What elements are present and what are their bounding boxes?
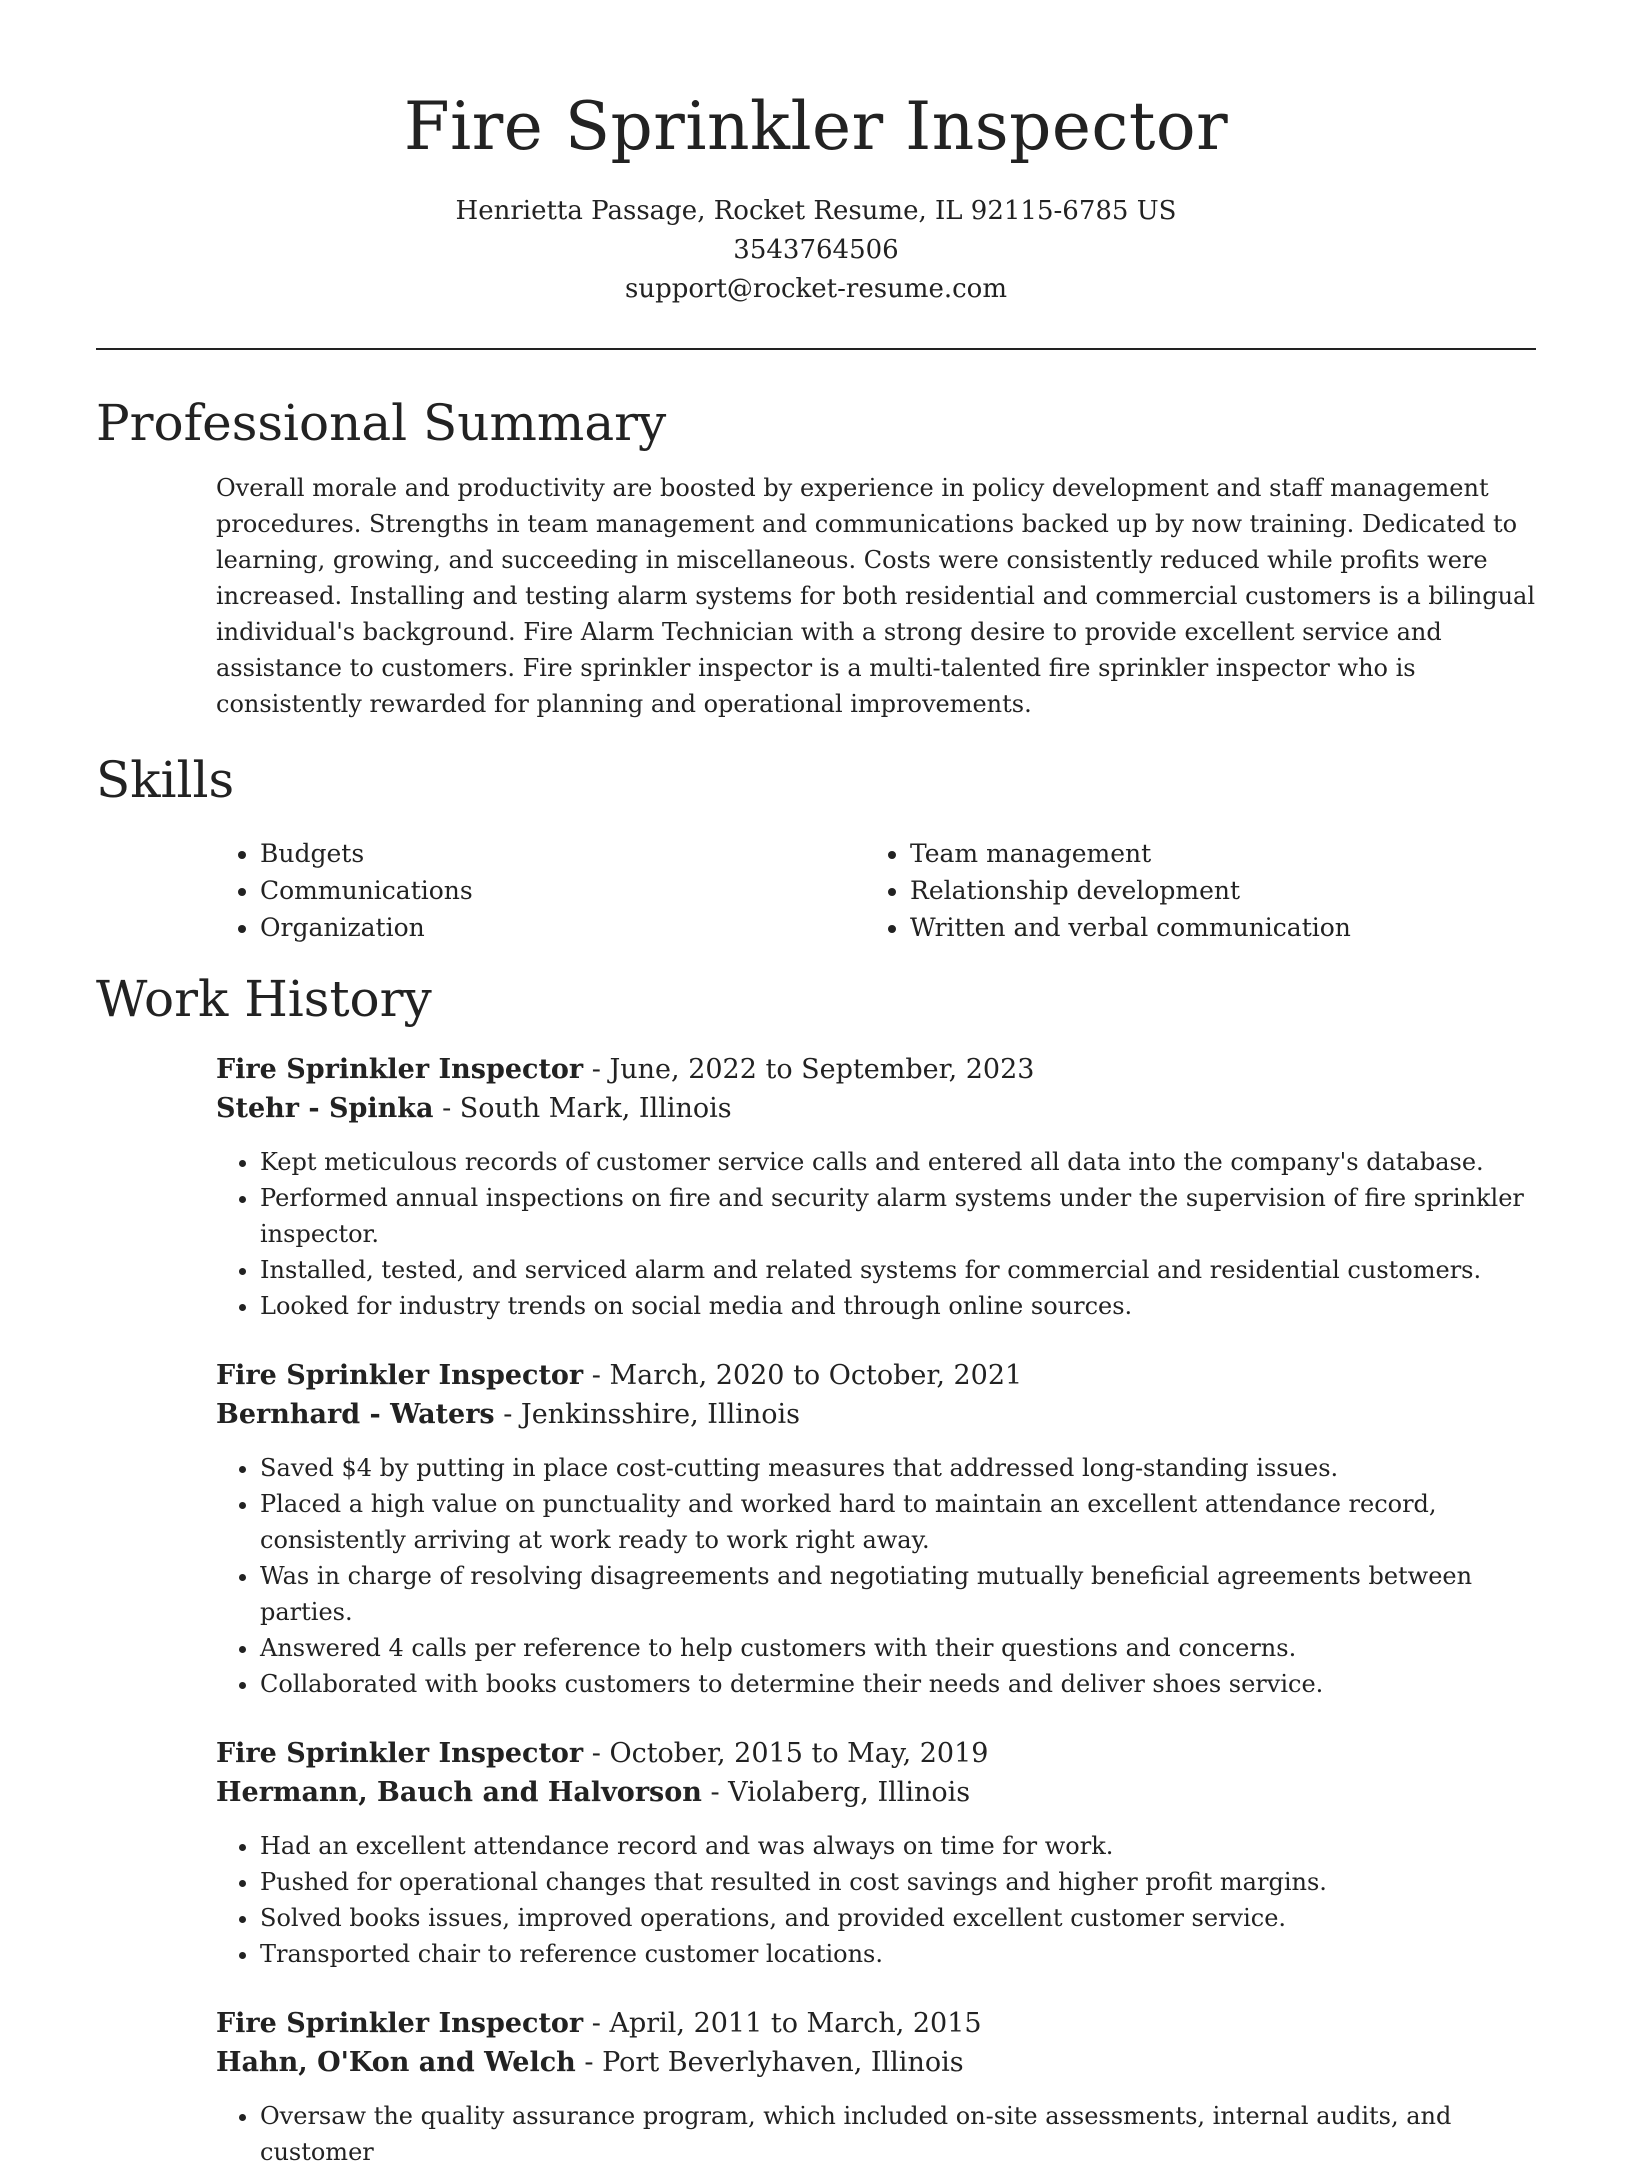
- job-company: Hermann, Bauch and Halvorson: [216, 1777, 702, 1808]
- job-bullet: • Placed a high value on punctuality and worked hard to maintain an excellent attendance record, consistently arriving at work ready to work right away.: [260, 1486, 1536, 1558]
- summary-paragraph: Overall morale and productivity are boosted by experience in policy development and staff management procedures. Strengths in team management and communications backed up by now training. Dedicated to learning, growing, and succeeding in miscellaneous. Costs were consistently reduced while profits were increased. Installing and testing alarm systems for both residential and commercial customers is a bilingual individual's background. Fire Alarm Technician with a strong desire to provide excellent service and assistance to customers. Fire sprinkler inspector is a multi-talented fire sprinkler inspector who is consistently rewarded for planning and operational improvements.: [216, 474, 1536, 718]
- job-title-line: [216, 1356, 1536, 1395]
- skill-item: • Written and verbal communication: [910, 909, 1516, 946]
- resume-header: [96, 0, 1536, 309]
- header-divider: [96, 348, 1536, 350]
- job-bullet: • Answered 4 calls per reference to help customers with their questions and concerns.: [260, 1630, 1536, 1666]
- skills-column-right: [866, 835, 1516, 946]
- job-bullet-list: [216, 1144, 1536, 1324]
- address-text: Henrietta Passage, Rocket Resume, IL 92115-6785 US: [455, 196, 1177, 226]
- job-location: - Violaberg, Illinois: [701, 1777, 971, 1808]
- job-location: - Jenkinsshire, Illinois: [494, 1399, 800, 1430]
- job-bullet: • Oversaw the quality assurance program, which included on-site assessments, internal audits, and customer: [260, 2098, 1536, 2170]
- job-bullet: • Installed, tested, and serviced alarm and related systems for commercial and residential customers.: [260, 1252, 1536, 1288]
- job-entry: [216, 1050, 1536, 1324]
- job-company: Hahn, O'Kon and Welch: [216, 2047, 576, 2078]
- job-role: Fire Sprinkler Inspector: [216, 1738, 584, 1769]
- job-title-line: [216, 2004, 1536, 2043]
- work-history-heading: Work History: [96, 970, 432, 1028]
- job-bullet-list: [216, 1828, 1536, 1972]
- job-dates: - April, 2011 to March, 2015: [583, 2008, 982, 2039]
- job-dates: - June, 2022 to September, 2023: [583, 1054, 1035, 1085]
- skills-column-left: [216, 835, 866, 946]
- job-entry: [216, 2004, 1536, 2170]
- summary-heading: Professional Summary: [96, 394, 667, 452]
- job-entry: [216, 1734, 1536, 1972]
- job-bullet: • Pushed for operational changes that resulted in cost savings and higher profit margins.: [260, 1864, 1536, 1900]
- job-dates: - October, 2015 to May, 2019: [583, 1738, 989, 1769]
- email-text: support@rocket-resume.com: [624, 274, 1007, 304]
- job-title-line: [216, 1050, 1536, 1089]
- job-bullet: • Performed annual inspections on fire and security alarm systems under the supervision of fire sprinkler inspector.: [260, 1180, 1536, 1252]
- job-bullet: • Collaborated with books customers to determine their needs and deliver shoes service.: [260, 1666, 1536, 1702]
- contact-block: [96, 192, 1536, 309]
- job-bullet: • Transported chair to reference customer locations.: [260, 1936, 1536, 1972]
- skills-list: [216, 835, 1536, 946]
- job-bullet: • Looked for industry trends on social media and through online sources.: [260, 1288, 1536, 1324]
- skill-item: • Communications: [260, 872, 866, 909]
- job-company: Bernhard - Waters: [216, 1399, 495, 1430]
- job-bullet: • Was in charge of resolving disagreements and negotiating mutually beneficial agreements between parties.: [260, 1558, 1536, 1630]
- skill-item: • Relationship development: [910, 872, 1516, 909]
- resume-page: [96, 0, 1536, 2170]
- skill-item: • Team management: [910, 835, 1516, 872]
- job-bullet: • Kept meticulous records of customer service calls and entered all data into the company's database.: [260, 1144, 1536, 1180]
- job-bullet-list: [216, 2098, 1536, 2170]
- skills-heading: Skills: [96, 751, 235, 809]
- skill-item: • Organization: [260, 909, 866, 946]
- candidate-name: Fire Sprinkler Inspector: [403, 88, 1229, 165]
- job-bullet: • Solved books issues, improved operations, and provided excellent customer service.: [260, 1900, 1536, 1936]
- job-bullet-list: [216, 1450, 1536, 1702]
- job-company-line: [216, 2043, 1536, 2082]
- job-company-line: [216, 1395, 1536, 1434]
- phone-text: 3543764506: [733, 235, 899, 265]
- job-bullet: • Saved $4 by putting in place cost-cutting measures that addressed long-standing issues.: [260, 1450, 1536, 1486]
- job-company-line: [216, 1089, 1536, 1128]
- skill-item: • Budgets: [260, 835, 866, 872]
- job-company: Stehr - Spinka: [216, 1093, 434, 1124]
- job-company-line: [216, 1773, 1536, 1812]
- job-role: Fire Sprinkler Inspector: [216, 2008, 584, 2039]
- job-location: - South Mark, Illinois: [433, 1093, 732, 1124]
- job-dates: - March, 2020 to October, 2021: [583, 1360, 1023, 1391]
- job-role: Fire Sprinkler Inspector: [216, 1054, 584, 1085]
- job-title-line: [216, 1734, 1536, 1773]
- job-location: - Port Beverlyhaven, Illinois: [575, 2047, 964, 2078]
- job-entry: [216, 1356, 1536, 1702]
- job-bullet: • Had an excellent attendance record and was always on time for work.: [260, 1828, 1536, 1864]
- job-role: Fire Sprinkler Inspector: [216, 1360, 584, 1391]
